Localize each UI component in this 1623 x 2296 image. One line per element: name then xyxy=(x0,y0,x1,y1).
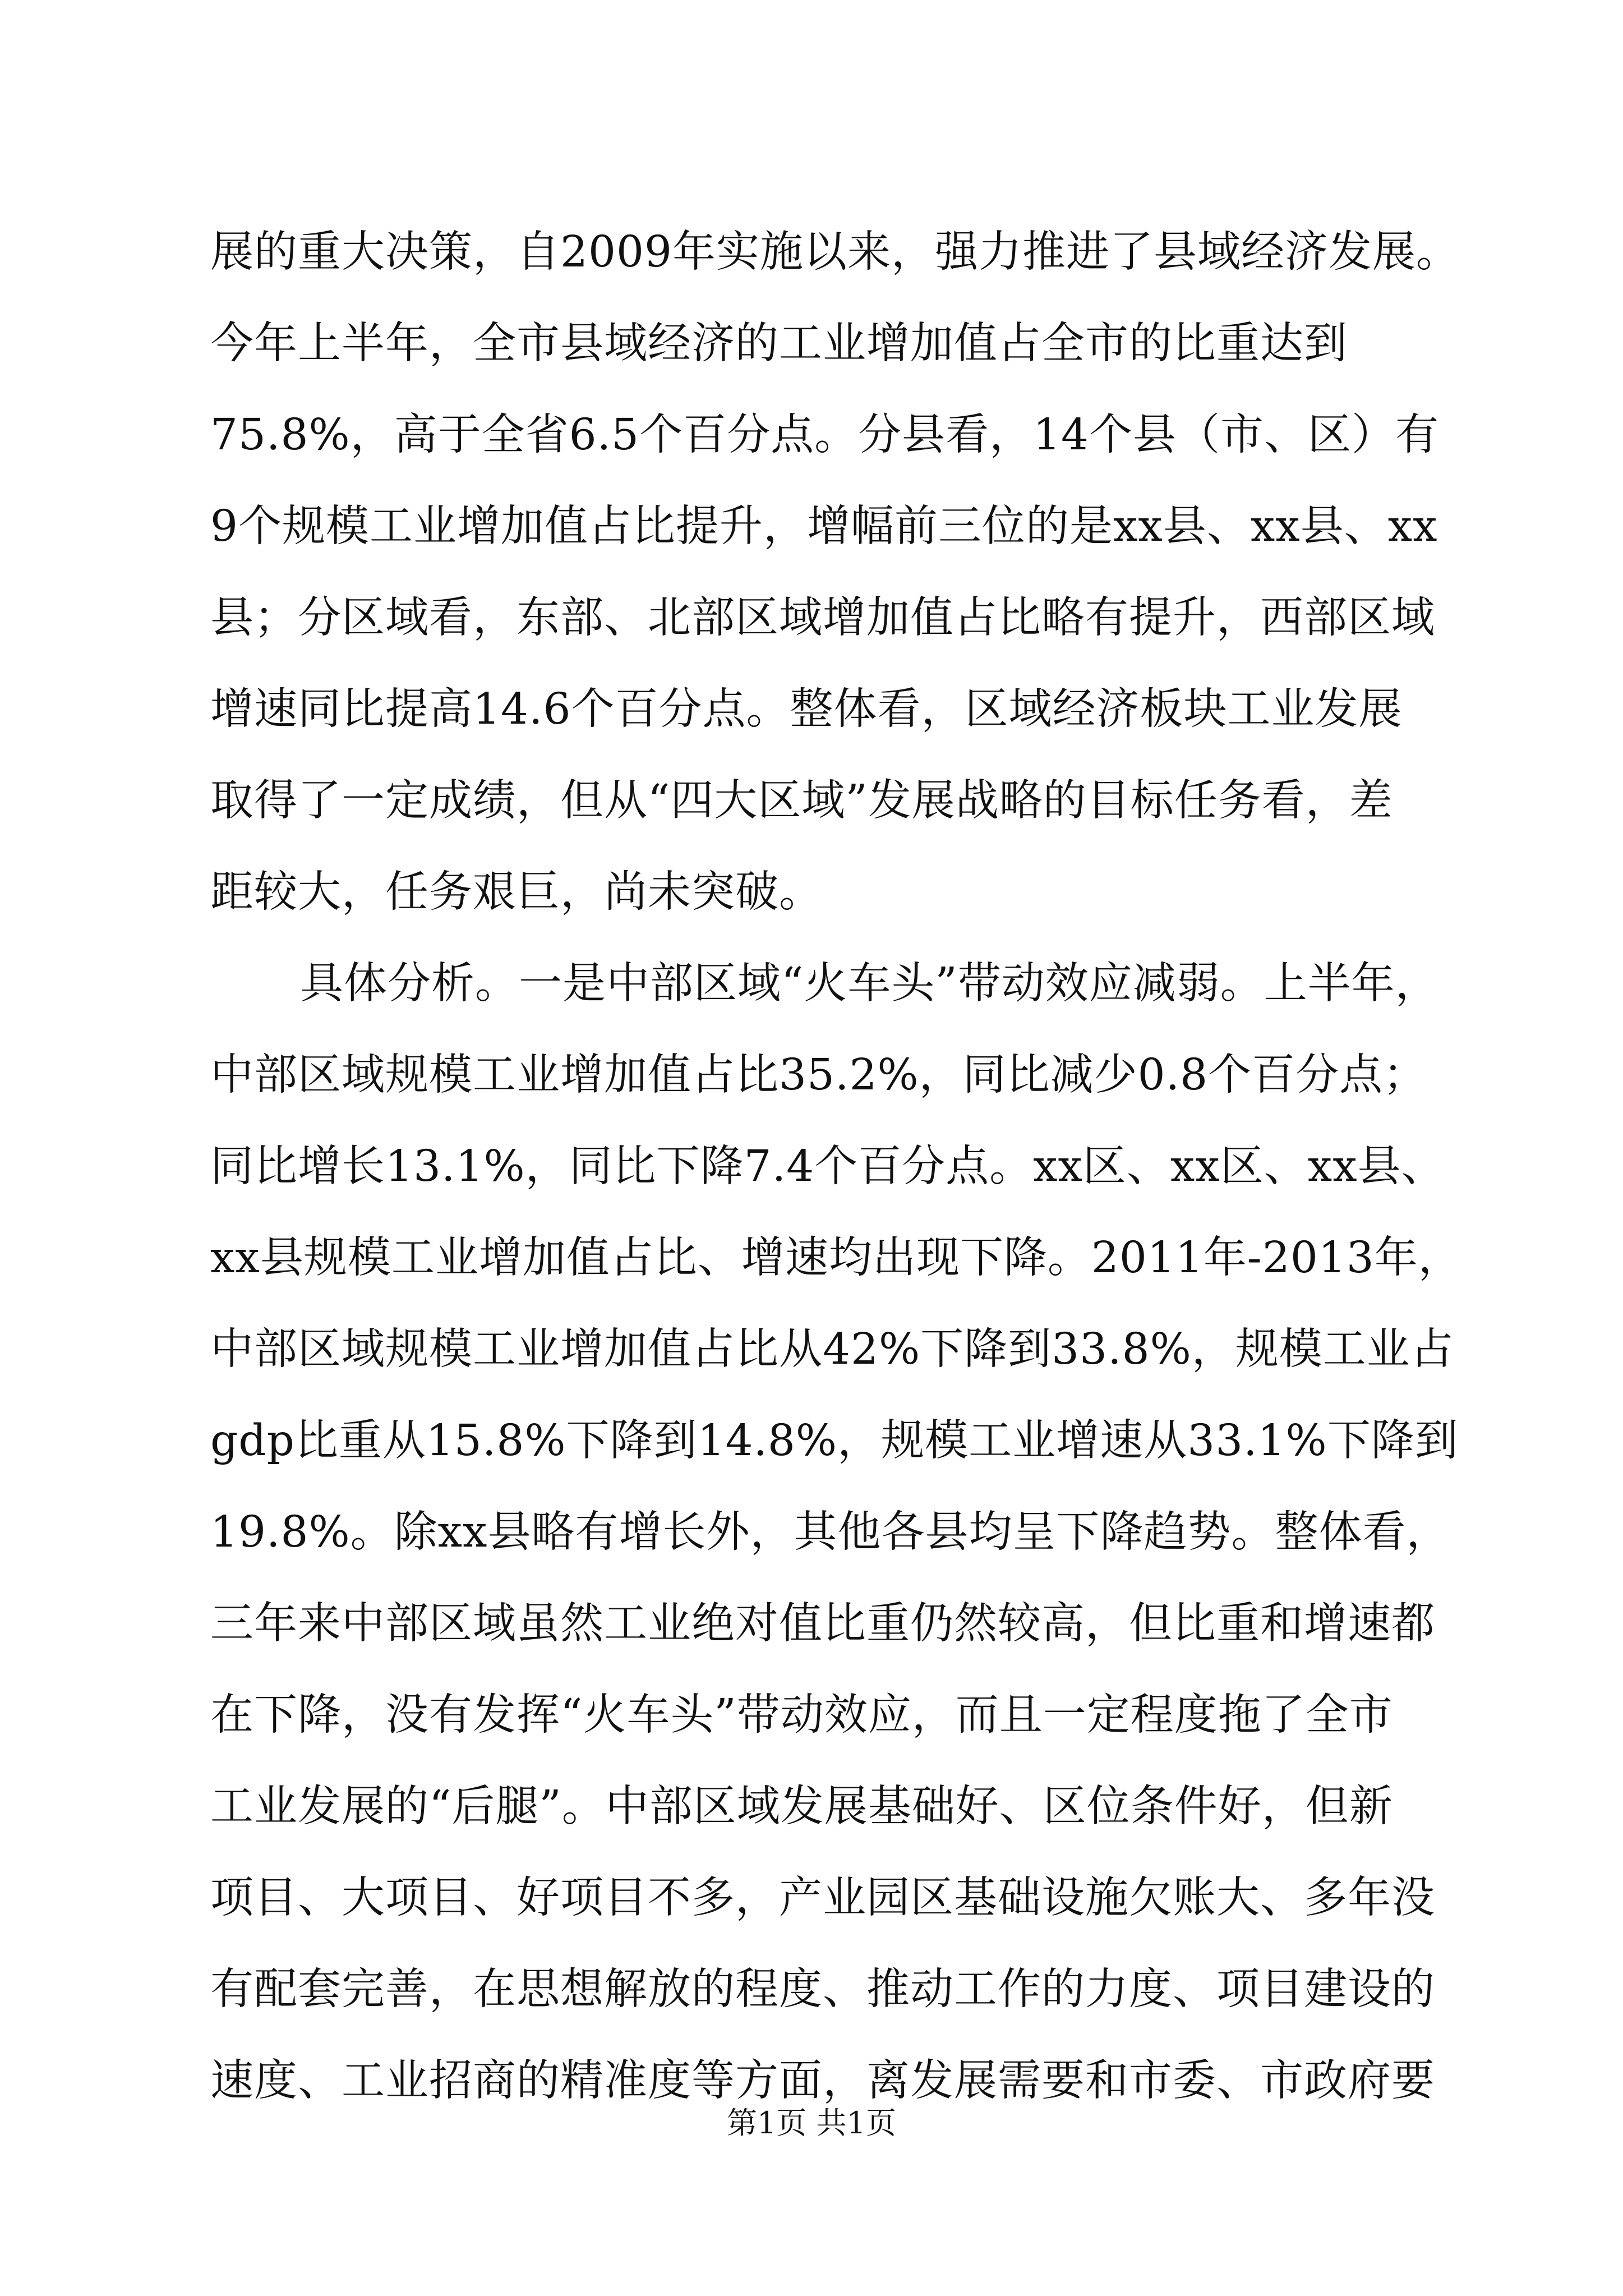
text-line: 工业发展的“后腿”。中部区域发展基础好、区位条件好，但新 xyxy=(210,1782,1393,1832)
text-line: 在下降，没有发挥“火车头”带动效应，而且一定程度拖了全市 xyxy=(210,1690,1393,1740)
text-line: 9个规模工业增加值占比提升，增幅前三位的是xx县、xx县、xx xyxy=(210,501,1438,551)
text-line: 三年来中部区域虽然工业绝对值比重仍然较高，但比重和增速都 xyxy=(210,1599,1435,1649)
text-line: 增速同比提高14.6个百分点。整体看，区域经济板块工业发展 xyxy=(210,684,1403,734)
text-line: 项目、大项目、好项目不多，产业园区基础设施欠账大、多年没 xyxy=(210,1873,1435,1923)
text-line: 速度、工业招商的精准度等方面，离发展需要和市委、市政府要 xyxy=(210,2056,1435,2106)
text-line: gdp比重从15.8%下降到14.8%，规模工业增速从33.1%下降到 xyxy=(210,1416,1459,1466)
text-line: 中部区域规模工业增加值占比35.2%，同比减少0.8个百分点； xyxy=(210,1050,1427,1100)
text-line: 19.8%。除xx县略有增长外，其他各县均呈下降趋势。整体看， xyxy=(210,1507,1450,1557)
text-line: 同比增长13.1%，同比下降7.4个百分点。xx区、xx区、xx县、 xyxy=(210,1142,1445,1191)
text-line: xx县规模工业增加值占比、增速均出现下降。2011年-2013年， xyxy=(210,1233,1462,1283)
text-line: 距较大，任务艰巨，尚未突破。 xyxy=(210,867,823,917)
page-footer: 第1页 共1页 xyxy=(727,2105,896,2141)
text-line: 75.8%，高于全省6.5个百分点。分县看，14个县（市、区）有 xyxy=(210,410,1440,460)
text-line: 展的重大决策，自2009年实施以来，强力推进了县域经济发展。 xyxy=(210,227,1460,277)
text-line: 今年上半年，全市县域经济的工业增加值占全市的比重达到 xyxy=(210,319,1348,369)
text-line: 有配套完善，在思想解放的程度、推动工作的力度、项目建设的 xyxy=(210,1964,1435,2014)
text-line: 中部区域规模工业增加值占比从42%下降到33.8%，规模工业占 xyxy=(210,1324,1454,1374)
text-line: 取得了一定成绩，但从“四大区域”发展战略的目标任务看，差 xyxy=(210,776,1393,826)
text-line: 县；分区域看，东部、北部区域增加值占比略有提升，西部区域 xyxy=(210,593,1435,643)
paragraph-first-line: 具体分析。一是中部区域“火车头”带动效应减弱。上半年， xyxy=(300,959,1439,1009)
